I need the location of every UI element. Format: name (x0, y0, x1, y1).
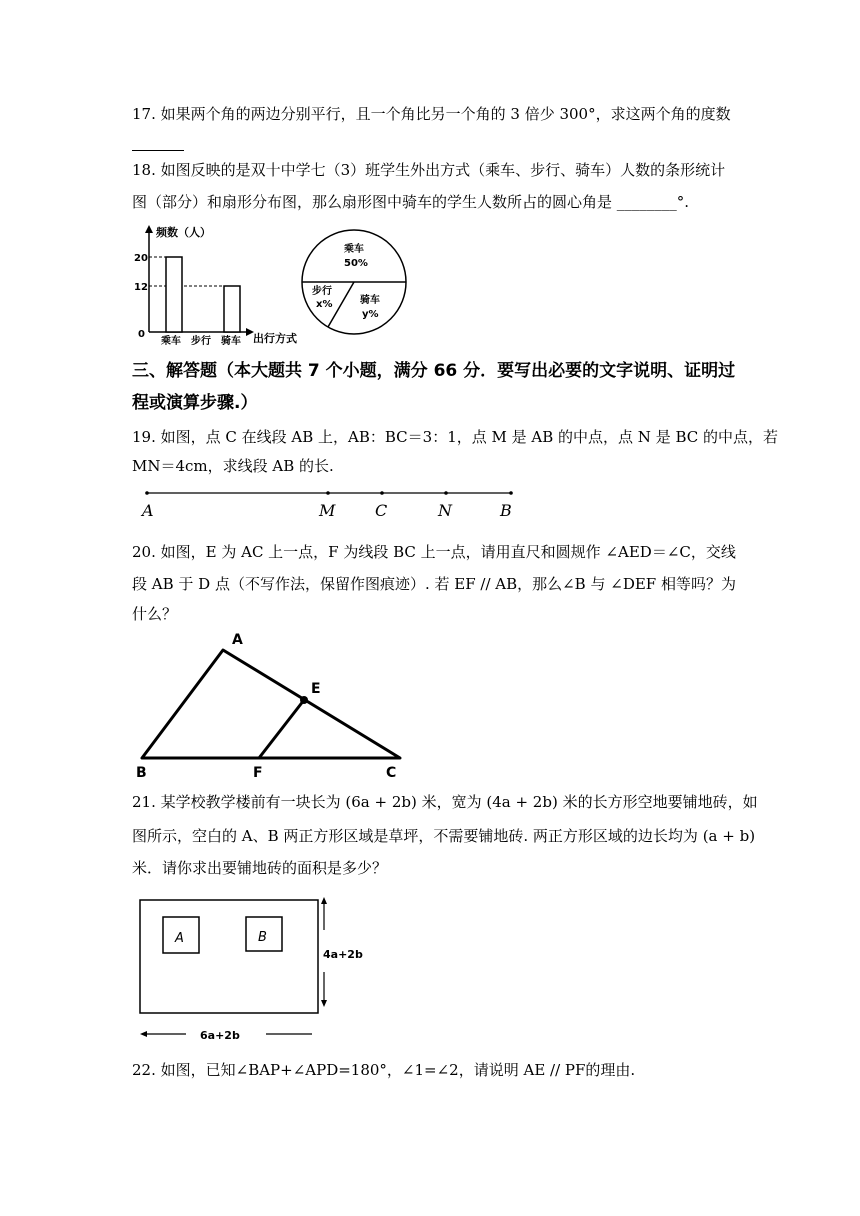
point-b-dot (509, 491, 513, 495)
rectangle-diagram (136, 892, 396, 1052)
section3-heading-line2: 程或演算步骤.） (132, 393, 258, 413)
category-label-骑车: 骑车 (221, 336, 241, 347)
category-label-步行: 步行 (191, 336, 211, 347)
vertex-label-a: A (232, 632, 243, 648)
bar-chart (128, 222, 318, 347)
section3-heading-line1: 三、解答题（本大题共 7 个小题，满分 66 分．要写出必要的文字说明、证明过 (132, 361, 736, 381)
pie-value-骑车: y% (362, 309, 379, 320)
y-axis-arrow-icon (145, 225, 153, 233)
point-label-n: N (438, 501, 452, 520)
q17-line1: 17. 如果两个角的两边分别平行，且一个角比另一个角的 3 倍少 300°，求这两个角的度数 (132, 105, 731, 123)
y-axis-label: 频数（人） (156, 226, 211, 239)
vertex-label-f: F (253, 765, 263, 781)
q21-line3: 米．请你求出要铺地砖的面积是多少？ (132, 859, 388, 877)
pie-chart (300, 228, 410, 338)
arrow-up-icon (321, 897, 327, 904)
triangle-diagram (128, 630, 418, 780)
vertex-label-c: C (386, 765, 397, 781)
point-label-b: B (500, 501, 512, 520)
pie-label-骑车: 骑车 (360, 295, 380, 306)
pie-value-乘车: 50% (344, 258, 368, 269)
point-m-dot (326, 491, 330, 495)
segment-ef (259, 700, 304, 758)
arrow-down-icon (321, 1000, 327, 1007)
point-a-dot (145, 491, 149, 495)
q18-line2: 图（部分）和扇形分布图，那么扇形图中骑车的学生人数所占的圆心角是 ________°. (132, 193, 690, 211)
point-label-c: C (375, 501, 388, 520)
q22-line1: 22. 如图，已知∠BAP+∠APD=180°，∠1=∠2，请说明 AE // PF的理由. (132, 1061, 636, 1079)
bar-骑车 (224, 286, 240, 332)
pie-label-步行: 步行 (312, 286, 332, 297)
height-label: 4a+2b (323, 948, 363, 961)
square-a-label: A (175, 931, 184, 946)
q21-line1: 21. 某学校教学楼前有一块长为 (6a + 2b) 米，宽为 (4a + 2b) 米的长方形空地要铺地砖，如 (132, 793, 758, 811)
vertex-label-b: B (136, 765, 147, 781)
q18-line1: 18. 如图反映的是双十中学七（3）班学生外出方式（乘车、步行、骑车）人数的条形统计 (132, 161, 726, 179)
q20-line1: 20. 如图，E 为 AC 上一点，F 为线段 BC 上一点，请用直尺和圆规作 ∠AED＝∠C，交线 (132, 543, 736, 561)
q19-line1: 19. 如图，点 C 在线段 AB 上，AB：BC＝3：1，点 M 是 AB 的中点，点 N 是 BC 的中点，若 (132, 428, 779, 446)
segment-diagram (138, 486, 528, 518)
point-c-dot (380, 491, 384, 495)
pie-label-乘车: 乘车 (344, 244, 364, 255)
y-tick-0: 0 (138, 329, 145, 340)
q20-line2: 段 AB 于 D 点（不写作法，保留作图痕迹）. 若 EF // AB，那么∠B 与 ∠DEF 相等吗？为 (132, 575, 736, 593)
width-label: 6a+2b (200, 1029, 240, 1042)
q21-line2: 图所示，空白的 A、B 两正方形区域是草坪，不需要铺地砖. 两正方形区域的边长均为 (a + b) (132, 827, 756, 845)
point-label-a: A (142, 501, 154, 520)
vertex-label-e: E (311, 681, 321, 697)
q19-line2: MN＝4cm，求线段 AB 的长. (132, 457, 334, 475)
point-label-m: M (319, 501, 336, 520)
q20-line3: 什么？ (132, 605, 178, 623)
point-n-dot (444, 491, 448, 495)
square-b-label: B (258, 930, 267, 945)
category-label-乘车: 乘车 (161, 336, 181, 347)
bar-乘车 (166, 257, 182, 332)
y-tick-12: 12 (134, 282, 148, 293)
answer-blank-line (132, 150, 184, 151)
x-axis-label: 出行方式 (253, 332, 297, 345)
point-e-dot (300, 696, 308, 704)
arrow-left-icon (140, 1031, 147, 1037)
pie-value-步行: x% (316, 299, 333, 310)
y-tick-20: 20 (134, 253, 148, 264)
